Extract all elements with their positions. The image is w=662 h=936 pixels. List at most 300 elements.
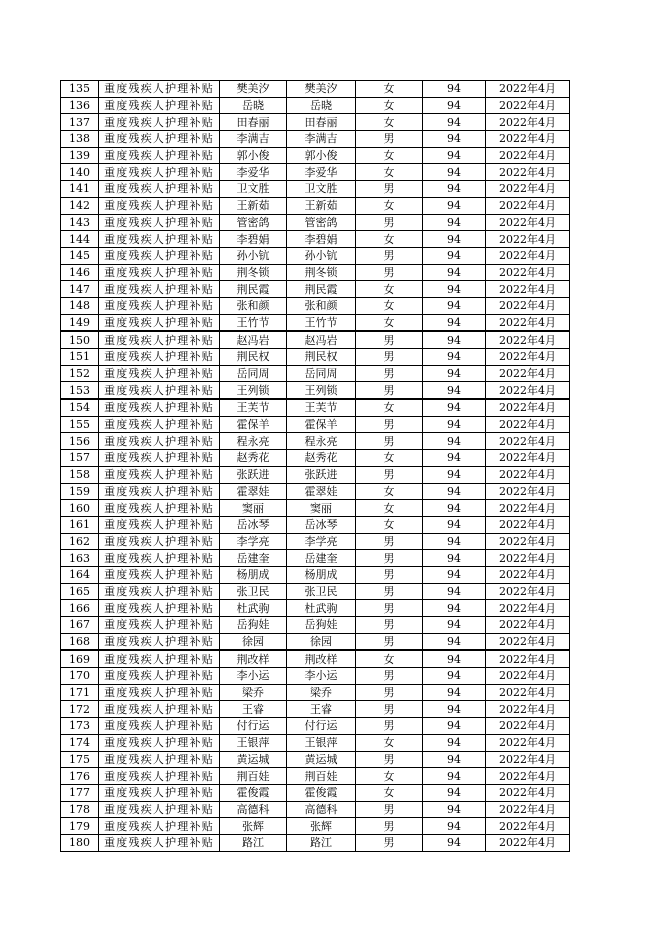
payee-name-cell: 杜武驹 (287, 600, 356, 617)
month-cell: 2022年4月 (486, 483, 570, 500)
month-cell: 2022年4月 (486, 617, 570, 634)
payee-name-cell: 王芙节 (287, 399, 356, 416)
name-cell: 荆百娃 (220, 768, 287, 785)
month-cell: 2022年4月 (486, 147, 570, 164)
amount-cell: 94 (423, 197, 486, 214)
payee-name-cell: 张卫民 (287, 583, 356, 600)
name-cell: 卫文胜 (220, 181, 287, 198)
amount-cell: 94 (423, 701, 486, 718)
month-cell: 2022年4月 (486, 450, 570, 467)
month-cell: 2022年4月 (486, 668, 570, 685)
amount-cell: 94 (423, 114, 486, 131)
gender-cell: 女 (356, 97, 423, 114)
subsidy-type-cell: 重度残疾人护理补贴 (99, 734, 220, 751)
table-row (61, 500, 570, 517)
gender-cell: 女 (356, 164, 423, 181)
subsidy-type-cell: 重度残疾人护理补贴 (99, 600, 220, 617)
table-row (61, 114, 570, 131)
amount-cell: 94 (423, 416, 486, 433)
payee-name-cell: 杨朋成 (287, 566, 356, 583)
gender-cell: 男 (356, 533, 423, 550)
gender-cell: 男 (356, 718, 423, 735)
month-cell: 2022年4月 (486, 533, 570, 550)
row-number-cell: 140 (61, 164, 99, 181)
amount-cell: 94 (423, 516, 486, 533)
payee-name-cell: 霍保羊 (287, 416, 356, 433)
amount-cell: 94 (423, 349, 486, 366)
payee-name-cell: 徐园 (287, 633, 356, 650)
amount-cell: 94 (423, 834, 486, 851)
gender-cell: 女 (356, 784, 423, 801)
subsidy-type-cell: 重度残疾人护理补贴 (99, 583, 220, 600)
amount-cell: 94 (423, 450, 486, 467)
payee-name-cell: 王列锁 (287, 382, 356, 399)
table-row (61, 768, 570, 785)
month-cell: 2022年4月 (486, 550, 570, 567)
table-row (61, 718, 570, 735)
amount-cell: 94 (423, 433, 486, 450)
gender-cell: 女 (356, 734, 423, 751)
subsidy-type-cell: 重度残疾人护理补贴 (99, 131, 220, 148)
gender-cell: 女 (356, 768, 423, 785)
amount-cell: 94 (423, 466, 486, 483)
gender-cell: 男 (356, 617, 423, 634)
row-number-cell: 145 (61, 247, 99, 264)
gender-cell: 男 (356, 416, 423, 433)
month-cell: 2022年4月 (486, 231, 570, 248)
name-cell: 王睿 (220, 701, 287, 718)
subsidy-type-cell: 重度残疾人护理补贴 (99, 181, 220, 198)
gender-cell: 女 (356, 500, 423, 517)
name-cell: 管密鸽 (220, 214, 287, 231)
table-row (61, 483, 570, 500)
payee-name-cell: 樊美汐 (287, 81, 356, 98)
name-cell: 霍俊霞 (220, 784, 287, 801)
gender-cell: 女 (356, 450, 423, 467)
payee-name-cell: 管密鸽 (287, 214, 356, 231)
name-cell: 梁乔 (220, 684, 287, 701)
gender-cell: 男 (356, 633, 423, 650)
payee-name-cell: 田春丽 (287, 114, 356, 131)
month-cell: 2022年4月 (486, 834, 570, 851)
name-cell: 荆改样 (220, 650, 287, 667)
payee-name-cell: 李碧娟 (287, 231, 356, 248)
gender-cell: 女 (356, 281, 423, 298)
row-number-cell: 179 (61, 818, 99, 835)
row-number-cell: 178 (61, 801, 99, 818)
gender-cell: 男 (356, 264, 423, 281)
subsidy-type-cell: 重度残疾人护理补贴 (99, 617, 220, 634)
subsidy-type-cell: 重度残疾人护理补贴 (99, 382, 220, 399)
gender-cell: 男 (356, 684, 423, 701)
table-row (61, 382, 570, 399)
subsidy-type-cell: 重度残疾人护理补贴 (99, 450, 220, 467)
gender-cell: 女 (356, 650, 423, 667)
amount-cell: 94 (423, 633, 486, 650)
month-cell: 2022年4月 (486, 131, 570, 148)
row-number-cell: 148 (61, 297, 99, 314)
amount-cell: 94 (423, 247, 486, 264)
month-cell: 2022年4月 (486, 684, 570, 701)
table-row (61, 734, 570, 751)
name-cell: 荆冬锁 (220, 264, 287, 281)
subsidy-type-cell: 重度残疾人护理补贴 (99, 516, 220, 533)
gender-cell: 女 (356, 516, 423, 533)
amount-cell: 94 (423, 314, 486, 331)
month-cell: 2022年4月 (486, 433, 570, 450)
amount-cell: 94 (423, 533, 486, 550)
payee-name-cell: 赵秀花 (287, 450, 356, 467)
gender-cell: 男 (356, 247, 423, 264)
amount-cell: 94 (423, 97, 486, 114)
payee-name-cell: 岳冰琴 (287, 516, 356, 533)
amount-cell: 94 (423, 768, 486, 785)
gender-cell: 男 (356, 214, 423, 231)
payee-name-cell: 高德科 (287, 801, 356, 818)
month-cell: 2022年4月 (486, 214, 570, 231)
name-cell: 赵秀花 (220, 450, 287, 467)
name-cell: 路江 (220, 834, 287, 851)
name-cell: 杜武驹 (220, 600, 287, 617)
subsidy-type-cell: 重度残疾人护理补贴 (99, 500, 220, 517)
gender-cell: 女 (356, 231, 423, 248)
subsidy-type-cell: 重度残疾人护理补贴 (99, 784, 220, 801)
name-cell: 黄运城 (220, 751, 287, 768)
table-row (61, 297, 570, 314)
month-cell: 2022年4月 (486, 516, 570, 533)
payee-name-cell: 霍俊霞 (287, 784, 356, 801)
row-number-cell: 149 (61, 314, 99, 331)
payee-name-cell: 孙小钪 (287, 247, 356, 264)
name-cell: 樊美汐 (220, 81, 287, 98)
row-number-cell: 177 (61, 784, 99, 801)
subsidy-type-cell: 重度残疾人护理补贴 (99, 399, 220, 416)
month-cell: 2022年4月 (486, 416, 570, 433)
gender-cell: 男 (356, 131, 423, 148)
name-cell: 杨朋成 (220, 566, 287, 583)
month-cell: 2022年4月 (486, 583, 570, 600)
gender-cell: 女 (356, 314, 423, 331)
month-cell: 2022年4月 (486, 281, 570, 298)
name-cell: 李爱华 (220, 164, 287, 181)
row-number-cell: 137 (61, 114, 99, 131)
row-number-cell: 167 (61, 617, 99, 634)
table-row (61, 81, 570, 98)
table-row (61, 97, 570, 114)
month-cell: 2022年4月 (486, 314, 570, 331)
name-cell: 岳狗娃 (220, 617, 287, 634)
table-row (61, 751, 570, 768)
month-cell: 2022年4月 (486, 768, 570, 785)
month-cell: 2022年4月 (486, 247, 570, 264)
row-number-cell: 176 (61, 768, 99, 785)
gender-cell: 男 (356, 365, 423, 382)
amount-cell: 94 (423, 382, 486, 399)
month-cell: 2022年4月 (486, 751, 570, 768)
payee-name-cell: 王睿 (287, 701, 356, 718)
payee-name-cell: 李满吉 (287, 131, 356, 148)
payee-name-cell: 岳建奎 (287, 550, 356, 567)
subsidy-type-cell: 重度残疾人护理补贴 (99, 331, 220, 348)
gender-cell: 男 (356, 566, 423, 583)
row-number-cell: 135 (61, 81, 99, 98)
subsidy-type-cell: 重度残疾人护理补贴 (99, 834, 220, 851)
amount-cell: 94 (423, 550, 486, 567)
name-cell: 荆民霞 (220, 281, 287, 298)
gender-cell: 男 (356, 600, 423, 617)
month-cell: 2022年4月 (486, 382, 570, 399)
gender-cell: 女 (356, 399, 423, 416)
amount-cell: 94 (423, 668, 486, 685)
gender-cell: 男 (356, 751, 423, 768)
payee-name-cell: 付行运 (287, 718, 356, 735)
gender-cell: 男 (356, 801, 423, 818)
row-number-cell: 166 (61, 600, 99, 617)
payee-name-cell: 张和颜 (287, 297, 356, 314)
month-cell: 2022年4月 (486, 164, 570, 181)
subsidy-type-cell: 重度残疾人护理补贴 (99, 483, 220, 500)
row-number-cell: 158 (61, 466, 99, 483)
amount-cell: 94 (423, 734, 486, 751)
row-number-cell: 153 (61, 382, 99, 399)
table-row (61, 684, 570, 701)
subsidy-type-cell: 重度残疾人护理补贴 (99, 97, 220, 114)
amount-cell: 94 (423, 131, 486, 148)
amount-cell: 94 (423, 281, 486, 298)
payee-name-cell: 荆民权 (287, 349, 356, 366)
name-cell: 田春丽 (220, 114, 287, 131)
row-number-cell: 164 (61, 566, 99, 583)
amount-cell: 94 (423, 583, 486, 600)
row-number-cell: 138 (61, 131, 99, 148)
amount-cell: 94 (423, 231, 486, 248)
subsidy-type-cell: 重度残疾人护理补贴 (99, 801, 220, 818)
table-row (61, 600, 570, 617)
table-row (61, 164, 570, 181)
subsidy-type-cell: 重度残疾人护理补贴 (99, 768, 220, 785)
month-cell: 2022年4月 (486, 718, 570, 735)
table-row (61, 701, 570, 718)
month-cell: 2022年4月 (486, 349, 570, 366)
payee-name-cell: 荆百娃 (287, 768, 356, 785)
month-cell: 2022年4月 (486, 600, 570, 617)
name-cell: 荆民权 (220, 349, 287, 366)
payee-name-cell: 郭小俊 (287, 147, 356, 164)
gender-cell: 女 (356, 483, 423, 500)
row-number-cell: 172 (61, 701, 99, 718)
row-number-cell: 169 (61, 650, 99, 667)
table-row (61, 450, 570, 467)
table-row (61, 466, 570, 483)
month-cell: 2022年4月 (486, 566, 570, 583)
subsidy-type-cell: 重度残疾人护理补贴 (99, 281, 220, 298)
name-cell: 岳建奎 (220, 550, 287, 567)
gender-cell: 女 (356, 147, 423, 164)
name-cell: 李碧娟 (220, 231, 287, 248)
table-row (61, 818, 570, 835)
name-cell: 高德科 (220, 801, 287, 818)
month-cell: 2022年4月 (486, 466, 570, 483)
payee-name-cell: 荆改样 (287, 650, 356, 667)
amount-cell: 94 (423, 617, 486, 634)
row-number-cell: 157 (61, 450, 99, 467)
row-number-cell: 174 (61, 734, 99, 751)
subsidy-type-cell: 重度残疾人护理补贴 (99, 650, 220, 667)
row-number-cell: 156 (61, 433, 99, 450)
table-row (61, 214, 570, 231)
table-row (61, 349, 570, 366)
table-row (61, 650, 570, 667)
gender-cell: 男 (356, 466, 423, 483)
subsidy-type-cell: 重度残疾人护理补贴 (99, 314, 220, 331)
month-cell: 2022年4月 (486, 701, 570, 718)
amount-cell: 94 (423, 818, 486, 835)
row-number-cell: 159 (61, 483, 99, 500)
table-row (61, 314, 570, 331)
payee-name-cell: 霍翠娃 (287, 483, 356, 500)
name-cell: 张跃进 (220, 466, 287, 483)
table-row (61, 131, 570, 148)
payee-name-cell: 王竹节 (287, 314, 356, 331)
subsidy-type-cell: 重度残疾人护理补贴 (99, 147, 220, 164)
table-row (61, 533, 570, 550)
payee-name-cell: 王新茹 (287, 197, 356, 214)
table-row (61, 784, 570, 801)
amount-cell: 94 (423, 566, 486, 583)
month-cell: 2022年4月 (486, 264, 570, 281)
name-cell: 李小运 (220, 668, 287, 685)
row-number-cell: 180 (61, 834, 99, 851)
amount-cell: 94 (423, 181, 486, 198)
month-cell: 2022年4月 (486, 784, 570, 801)
month-cell: 2022年4月 (486, 97, 570, 114)
gender-cell: 女 (356, 197, 423, 214)
name-cell: 窦丽 (220, 500, 287, 517)
gender-cell: 男 (356, 382, 423, 399)
payee-name-cell: 梁乔 (287, 684, 356, 701)
gender-cell: 女 (356, 297, 423, 314)
month-cell: 2022年4月 (486, 801, 570, 818)
month-cell: 2022年4月 (486, 818, 570, 835)
table-row (61, 834, 570, 851)
payee-name-cell: 李爱华 (287, 164, 356, 181)
name-cell: 张和颜 (220, 297, 287, 314)
name-cell: 徐园 (220, 633, 287, 650)
row-number-cell: 160 (61, 500, 99, 517)
payee-name-cell: 窦丽 (287, 500, 356, 517)
subsidy-type-cell: 重度残疾人护理补贴 (99, 550, 220, 567)
gender-cell: 男 (356, 818, 423, 835)
subsidy-type-cell: 重度残疾人护理补贴 (99, 633, 220, 650)
amount-cell: 94 (423, 297, 486, 314)
amount-cell: 94 (423, 650, 486, 667)
subsidy-type-cell: 重度残疾人护理补贴 (99, 197, 220, 214)
row-number-cell: 155 (61, 416, 99, 433)
subsidy-type-cell: 重度残疾人护理补贴 (99, 566, 220, 583)
row-number-cell: 168 (61, 633, 99, 650)
month-cell: 2022年4月 (486, 365, 570, 382)
subsidy-table (60, 80, 570, 852)
row-number-cell: 170 (61, 668, 99, 685)
payee-name-cell: 李小运 (287, 668, 356, 685)
month-cell: 2022年4月 (486, 500, 570, 517)
row-number-cell: 152 (61, 365, 99, 382)
subsidy-type-cell: 重度残疾人护理补贴 (99, 433, 220, 450)
subsidy-type-cell: 重度残疾人护理补贴 (99, 718, 220, 735)
subsidy-type-cell: 重度残疾人护理补贴 (99, 416, 220, 433)
month-cell: 2022年4月 (486, 197, 570, 214)
name-cell: 张卫民 (220, 583, 287, 600)
payee-name-cell: 赵冯岩 (287, 331, 356, 348)
month-cell: 2022年4月 (486, 650, 570, 667)
subsidy-type-cell: 重度残疾人护理补贴 (99, 701, 220, 718)
subsidy-type-cell: 重度残疾人护理补贴 (99, 349, 220, 366)
subsidy-type-cell: 重度残疾人护理补贴 (99, 684, 220, 701)
table-row (61, 247, 570, 264)
name-cell: 孙小钪 (220, 247, 287, 264)
amount-cell: 94 (423, 81, 486, 98)
name-cell: 岳同周 (220, 365, 287, 382)
subsidy-type-cell: 重度残疾人护理补贴 (99, 81, 220, 98)
subsidy-type-cell: 重度残疾人护理补贴 (99, 365, 220, 382)
table-row (61, 516, 570, 533)
name-cell: 郭小俊 (220, 147, 287, 164)
payee-name-cell: 荆冬锁 (287, 264, 356, 281)
amount-cell: 94 (423, 214, 486, 231)
amount-cell: 94 (423, 784, 486, 801)
table-row (61, 281, 570, 298)
row-number-cell: 165 (61, 583, 99, 600)
gender-cell: 女 (356, 81, 423, 98)
payee-name-cell: 程永亮 (287, 433, 356, 450)
subsidy-type-cell: 重度残疾人护理补贴 (99, 264, 220, 281)
gender-cell: 男 (356, 701, 423, 718)
payee-name-cell: 王银萍 (287, 734, 356, 751)
name-cell: 霍保羊 (220, 416, 287, 433)
row-number-cell: 147 (61, 281, 99, 298)
name-cell: 王新茹 (220, 197, 287, 214)
row-number-cell: 141 (61, 181, 99, 198)
table-body (61, 81, 570, 852)
amount-cell: 94 (423, 500, 486, 517)
table-row (61, 181, 570, 198)
table-row (61, 617, 570, 634)
gender-cell: 男 (356, 181, 423, 198)
row-number-cell: 163 (61, 550, 99, 567)
payee-name-cell: 卫文胜 (287, 181, 356, 198)
table-row (61, 231, 570, 248)
gender-cell: 男 (356, 583, 423, 600)
payee-name-cell: 岳同周 (287, 365, 356, 382)
month-cell: 2022年4月 (486, 399, 570, 416)
gender-cell: 男 (356, 433, 423, 450)
amount-cell: 94 (423, 751, 486, 768)
row-number-cell: 136 (61, 97, 99, 114)
table-row (61, 416, 570, 433)
subsidy-type-cell: 重度残疾人护理补贴 (99, 164, 220, 181)
month-cell: 2022年4月 (486, 297, 570, 314)
amount-cell: 94 (423, 147, 486, 164)
row-number-cell: 151 (61, 349, 99, 366)
row-number-cell: 144 (61, 231, 99, 248)
name-cell: 王银萍 (220, 734, 287, 751)
name-cell: 李满吉 (220, 131, 287, 148)
payee-name-cell: 李学亮 (287, 533, 356, 550)
table-row (61, 633, 570, 650)
payee-name-cell: 岳狗娃 (287, 617, 356, 634)
subsidy-type-cell: 重度残疾人护理补贴 (99, 297, 220, 314)
table-row (61, 550, 570, 567)
